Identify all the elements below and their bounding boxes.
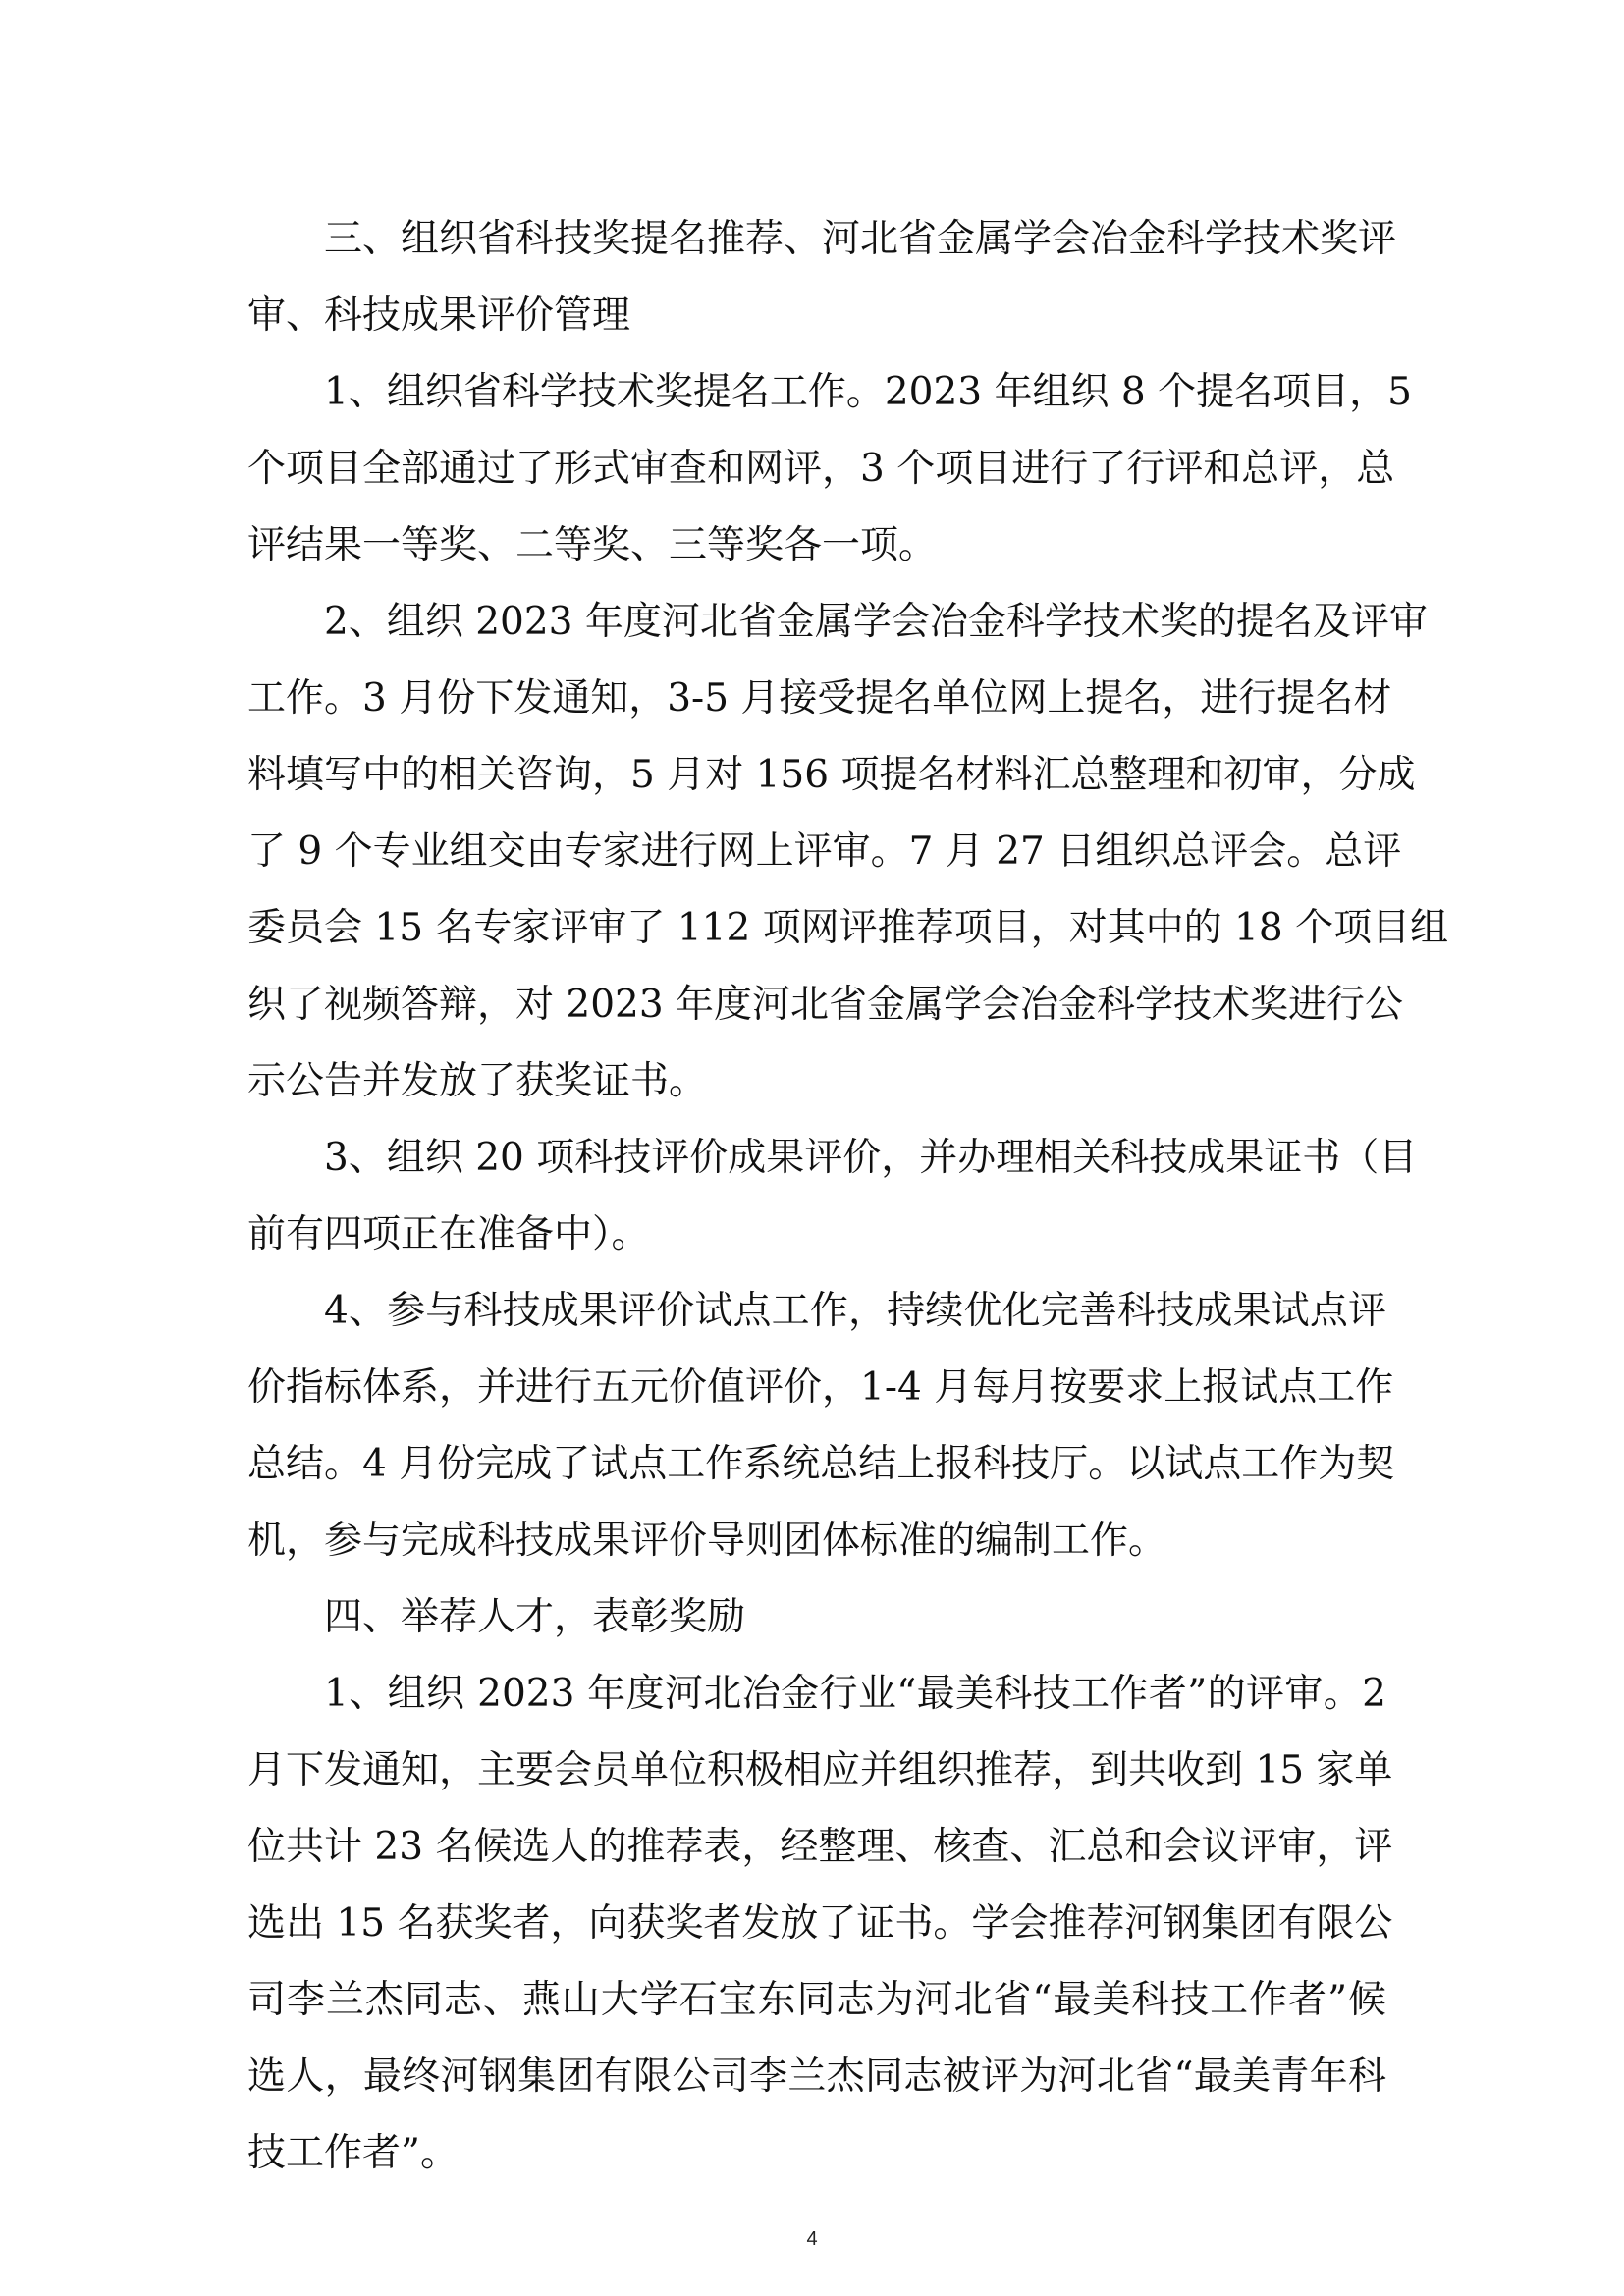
paragraph-line: 2、组织 2023 年度河北省金属学会冶金科学技术奖的提名及评审 bbox=[324, 600, 1428, 644]
paragraph-line: 4、参与科技成果评价试点工作，持续优化完善科技成果试点评 bbox=[324, 1289, 1386, 1333]
paragraph-line: 个项目全部通过了形式审查和网评，3 个项目进行了行评和总评，总 bbox=[247, 447, 1395, 491]
paragraph-line: 1、组织省科学技术奖提名工作。2023 年组织 8 个提名项目，5 bbox=[324, 370, 1412, 414]
paragraph-line: 料填写中的相关咨询，5 月对 156 项提名材料汇总整理和初审，分成 bbox=[247, 753, 1416, 797]
paragraph-line: 位共计 23 名候选人的推荐表，经整理、核查、汇总和会议评审，评 bbox=[247, 1825, 1393, 1869]
paragraph-line: 价指标体系，并进行五元价值评价，1-4 月每月按要求上报试点工作 bbox=[247, 1365, 1394, 1410]
paragraph-line: 3、组织 20 项科技评价成果评价，并办理相关科技成果证书（目 bbox=[324, 1136, 1418, 1180]
paragraph-line: 评结果一等奖、二等奖、三等奖各一项。 bbox=[247, 523, 938, 567]
paragraph-line: 委员会 15 名专家评审了 112 项网评推荐项目，对其中的 18 个项目组 bbox=[247, 906, 1449, 950]
paragraph-line: 示公告并发放了获奖证书。 bbox=[247, 1059, 708, 1103]
paragraph-line: 前有四项正在准备中）。 bbox=[247, 1212, 650, 1256]
paragraph-line: 司李兰杰同志、燕山大学石宝东同志为河北省“最美科技工作者”候 bbox=[247, 1978, 1386, 2022]
paragraph-line: 工作。3 月份下发通知，3-5 月接受提名单位网上提名，进行提名材 bbox=[247, 676, 1392, 721]
paragraph-line: 织了视频答辩，对 2023 年度河北省金属学会冶金科学技术奖进行公 bbox=[247, 983, 1404, 1027]
section-three-heading: 三、组织省科技奖提名推荐、河北省金属学会冶金科学技术奖评 bbox=[324, 217, 1397, 261]
section-three-heading-cont: 审、科技成果评价管理 bbox=[247, 294, 631, 338]
paragraph-line: 1、组织 2023 年度河北冶金行业“最美科技工作者”的评审。2 bbox=[324, 1672, 1386, 1716]
paragraph-line: 总结。4 月份完成了试点工作系统总结上报科技厅。以试点工作为契 bbox=[247, 1442, 1395, 1486]
paragraph-line: 了 9 个专业组交由专家进行网上评审。7 月 27 日组织总评会。总评 bbox=[247, 829, 1402, 874]
paragraph-line: 选人，最终河钢集团有限公司李兰杰同志被评为河北省“最美青年科 bbox=[247, 2055, 1386, 2099]
paragraph-line: 月下发通知，主要会员单位积极相应并组织推荐，到共收到 15 家单 bbox=[247, 1748, 1393, 1792]
paragraph-line: 机，参与完成科技成果评价导则团体标准的编制工作。 bbox=[247, 1519, 1167, 1563]
paragraph-line: 选出 15 名获奖者，向获奖者发放了证书。学会推荐河钢集团有限公 bbox=[247, 1901, 1393, 1946]
page-number: 4 bbox=[806, 2228, 818, 2250]
paragraph-line: 技工作者”。 bbox=[247, 2131, 459, 2175]
section-four-heading: 四、举荐人才，表彰奖励 bbox=[324, 1595, 746, 1639]
